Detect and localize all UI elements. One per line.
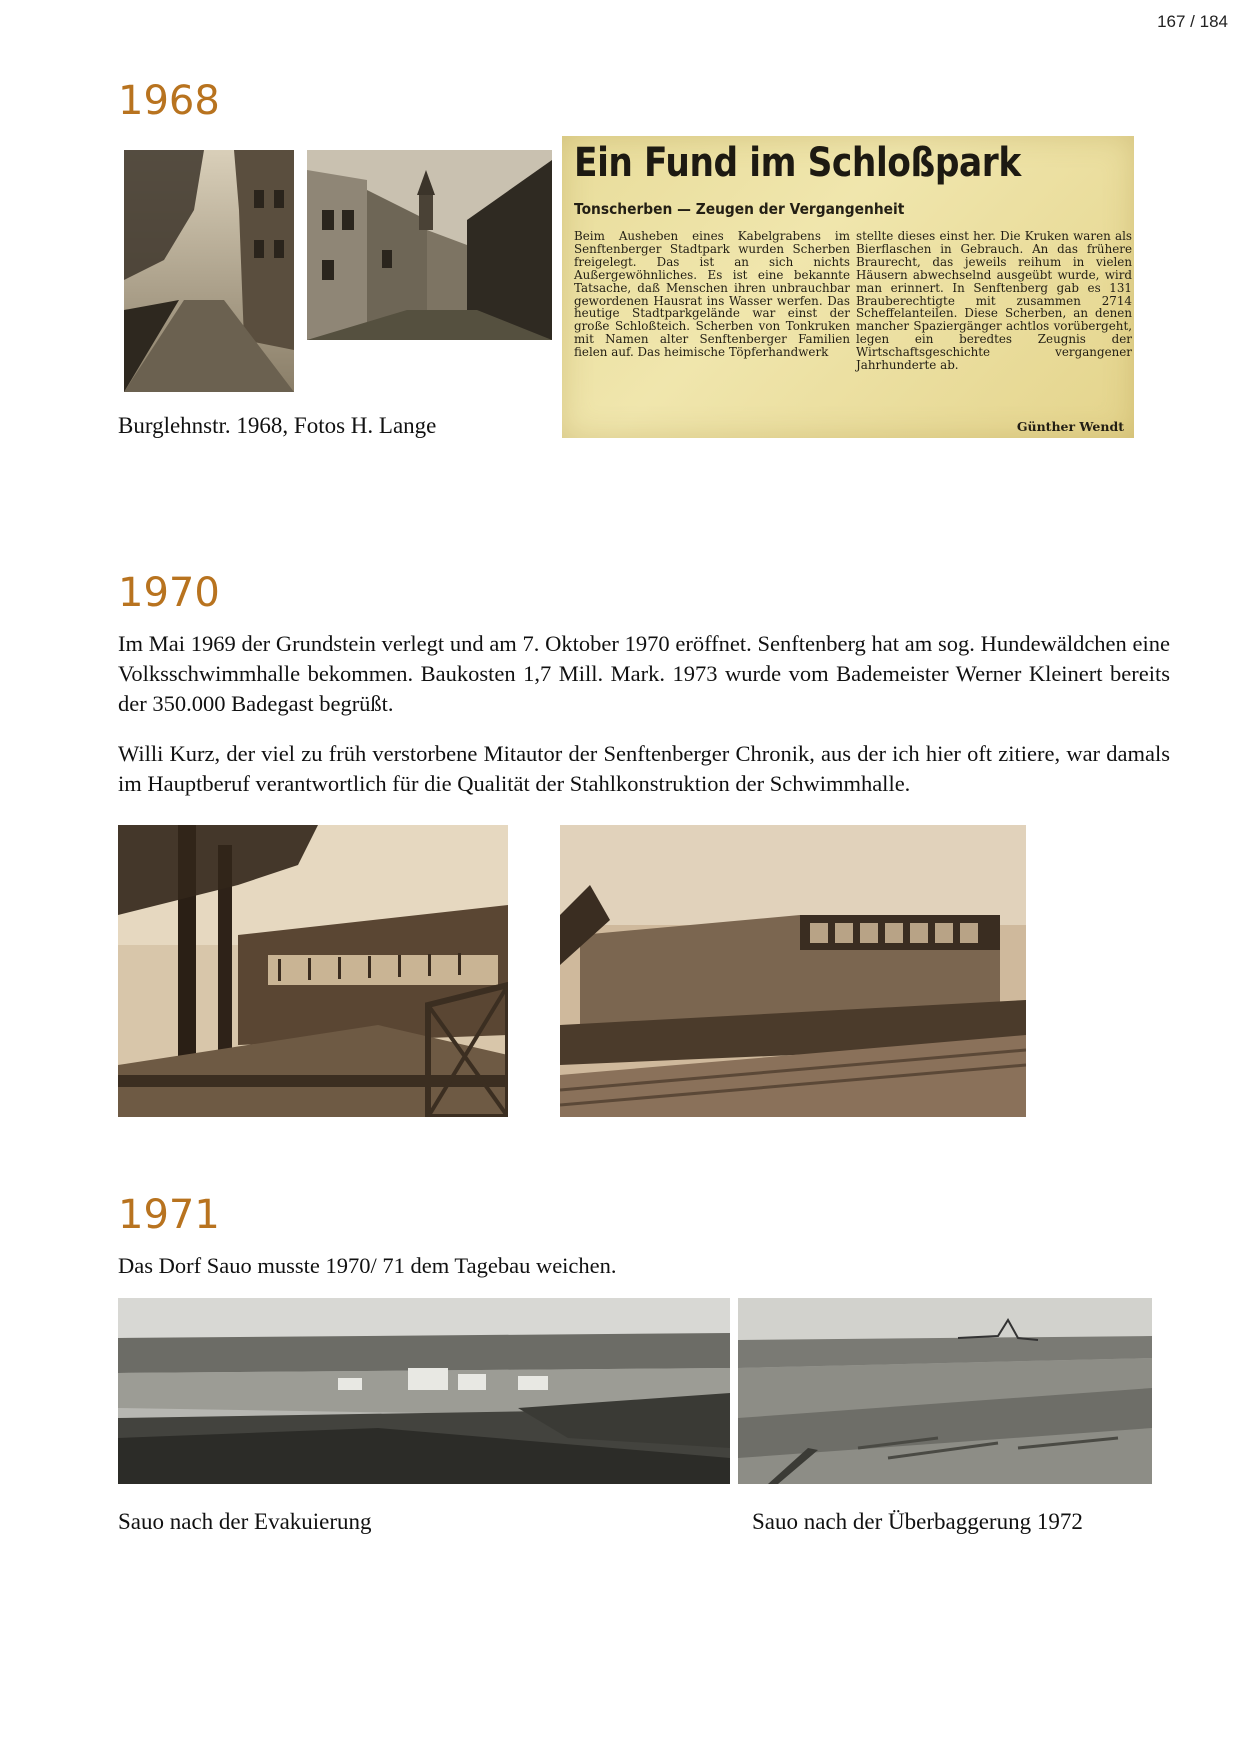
photo-schwimmhalle-1	[118, 825, 508, 1117]
paragraph-schwimmhalle: Im Mai 1969 der Grundstein verlegt und am 7. Oktober 1970 eröffnet. Senftenberg hat am sog. Hundewäldchen eine Volksschwimmhalle bekommen. Baukosten 1,7 Mill. Mark. 1973 wurde vom Bademeister Werner Kleinert bereits der 350.000 Badegast begrüßt.	[118, 631, 1170, 716]
year-heading-1968: 1968	[118, 78, 220, 124]
clipping-column-right: stellte dieses einst her. Die Kruken waren als Bierflaschen in Gebrauch. An das frühere Braurecht, das jeweils reihum in vielen Häusern abwechselnd ausgeübt wurde, wird man erinnert. In Senftenberg gab es 131 Brauberechtigte mit zusammen 2714 Scheffelanteilen. Diese Scherben, an denen mancher Spaziergänger achtlos vorübergeht, legen ein beredtes Zeugnis der Wirtschaftsgeschichte vergangener Jahrhunderte ab.	[856, 229, 1132, 373]
caption-burglehnstr: Burglehnstr. 1968, Fotos H. Lange	[118, 413, 437, 438]
page-number: 167 / 184	[1157, 12, 1228, 31]
year-heading-1971: 1971	[118, 1192, 220, 1238]
caption-sauo-evakuierung: Sauo nach der Evakuierung	[118, 1509, 372, 1534]
clipping-column-left: Beim Ausheben eines Kabelgrabens im Senftenberger Stadtpark wurden Scherben freigelegt. Das ist an sich nichts Außergewöhnliches. Es ist eine bekannte Tatsache, daß Menschen ihren unbrauchbar gewordenen Hausrat ins Wasser werfen. Das heutige Stadtparkgelände war einst der große Schloßteich. Scherben von Tonkruken mit Namen alter Senftenberger Familien fielen auf. Das heimische Töpferhandwerk	[574, 229, 850, 360]
caption-sauo-ueberbaggerung: Sauo nach der Überbaggerung 1972	[752, 1509, 1083, 1534]
paragraph-sauo: Das Dorf Sauo musste 1970/ 71 dem Tagebau weichen.	[118, 1253, 617, 1278]
photo-sauo-ueberbaggerung	[738, 1298, 1152, 1484]
photo-burglehnstr-1	[124, 150, 294, 392]
photo-burglehnstr-2	[307, 150, 552, 340]
paragraph-willi-kurz: Willi Kurz, der viel zu früh verstorbene Mitautor der Senftenberger Chronik, aus der ich hier oft zitiere, war damals im Hauptberuf verantwortlich für die Qualität der Stahlkonstruktion der Schwimmhalle.	[118, 741, 1170, 796]
newspaper-clipping	[562, 136, 1134, 438]
clipping-author: Günther Wendt	[1016, 419, 1124, 434]
photo-schwimmhalle-2	[560, 825, 1026, 1117]
year-heading-1970: 1970	[118, 570, 220, 616]
clipping-headline: Ein Fund im Schloßpark	[574, 140, 1021, 186]
photo-sauo-evakuierung	[118, 1298, 730, 1484]
clipping-subheadline: Tonscherben — Zeugen der Vergangenheit	[574, 200, 905, 218]
